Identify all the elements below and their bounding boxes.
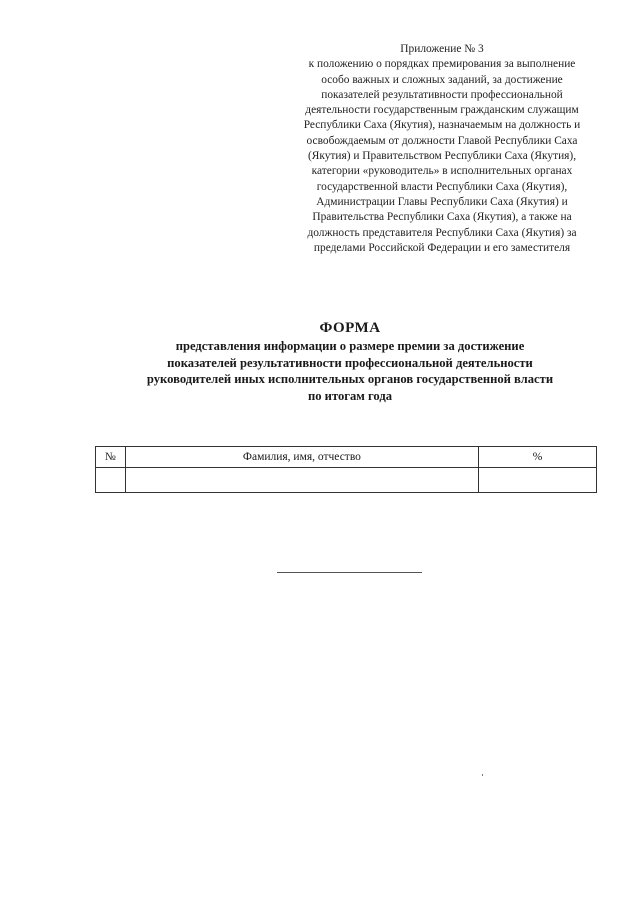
appendix-line: Республики Саха (Якутия), назначаемым на должность и <box>303 119 581 132</box>
appendix-line: пределами Российской Федерации и его заместителя <box>313 241 571 254</box>
appendix-header <box>278 42 606 256</box>
cell-number <box>96 468 126 493</box>
subtitle-line: представления информации о размере премии за достижение <box>175 339 525 353</box>
form-subtitle <box>60 338 640 404</box>
header-full-name: Фамилия, имя, отчество <box>125 447 478 468</box>
appendix-line: Приложение № 3 <box>400 43 484 55</box>
appendix-line: (Якутия) и Правительством Республики Саха (Якутия), <box>307 150 577 163</box>
cell-percent <box>478 468 596 493</box>
appendix-line: показателей результативности профессиональной <box>321 88 563 101</box>
appendix-line: к положению о порядках премирования за выполнение <box>308 58 576 71</box>
subtitle-line: руководителей иных исполнительных органов государственной власти <box>146 372 554 387</box>
appendix-line: особо важных и сложных заданий, за достижение <box>321 73 563 86</box>
subtitle-line: показателей результативности профессиональной деятельности <box>167 355 533 370</box>
cell-full-name <box>125 468 478 493</box>
header-number: № <box>96 447 126 468</box>
appendix-line: освобождаемым от должности Главой Республики Саха <box>306 134 578 147</box>
subtitle-line: по итогам года <box>307 388 393 403</box>
header-percent: % <box>478 447 596 468</box>
appendix-line: Администрации Главы Республики Саха (Якутия) и <box>316 195 568 208</box>
closing-rule <box>277 572 422 573</box>
scan-speck <box>482 774 483 776</box>
appendix-line: Правительства Республики Саха (Якутия), а также на <box>312 211 572 224</box>
table-header-row <box>96 447 597 468</box>
table-row <box>96 468 597 493</box>
appendix-line: должность представителя Республики Саха (Якутия) за <box>307 226 577 239</box>
form-title: ФОРМА <box>319 320 381 336</box>
appendix-line: государственной власти Республики Саха (Якутия), <box>316 180 568 193</box>
bonus-table <box>95 446 597 493</box>
appendix-line: категории «руководитель» в исполнительных органах <box>311 165 573 178</box>
appendix-line: деятельности государственным гражданским служащим <box>305 104 579 117</box>
